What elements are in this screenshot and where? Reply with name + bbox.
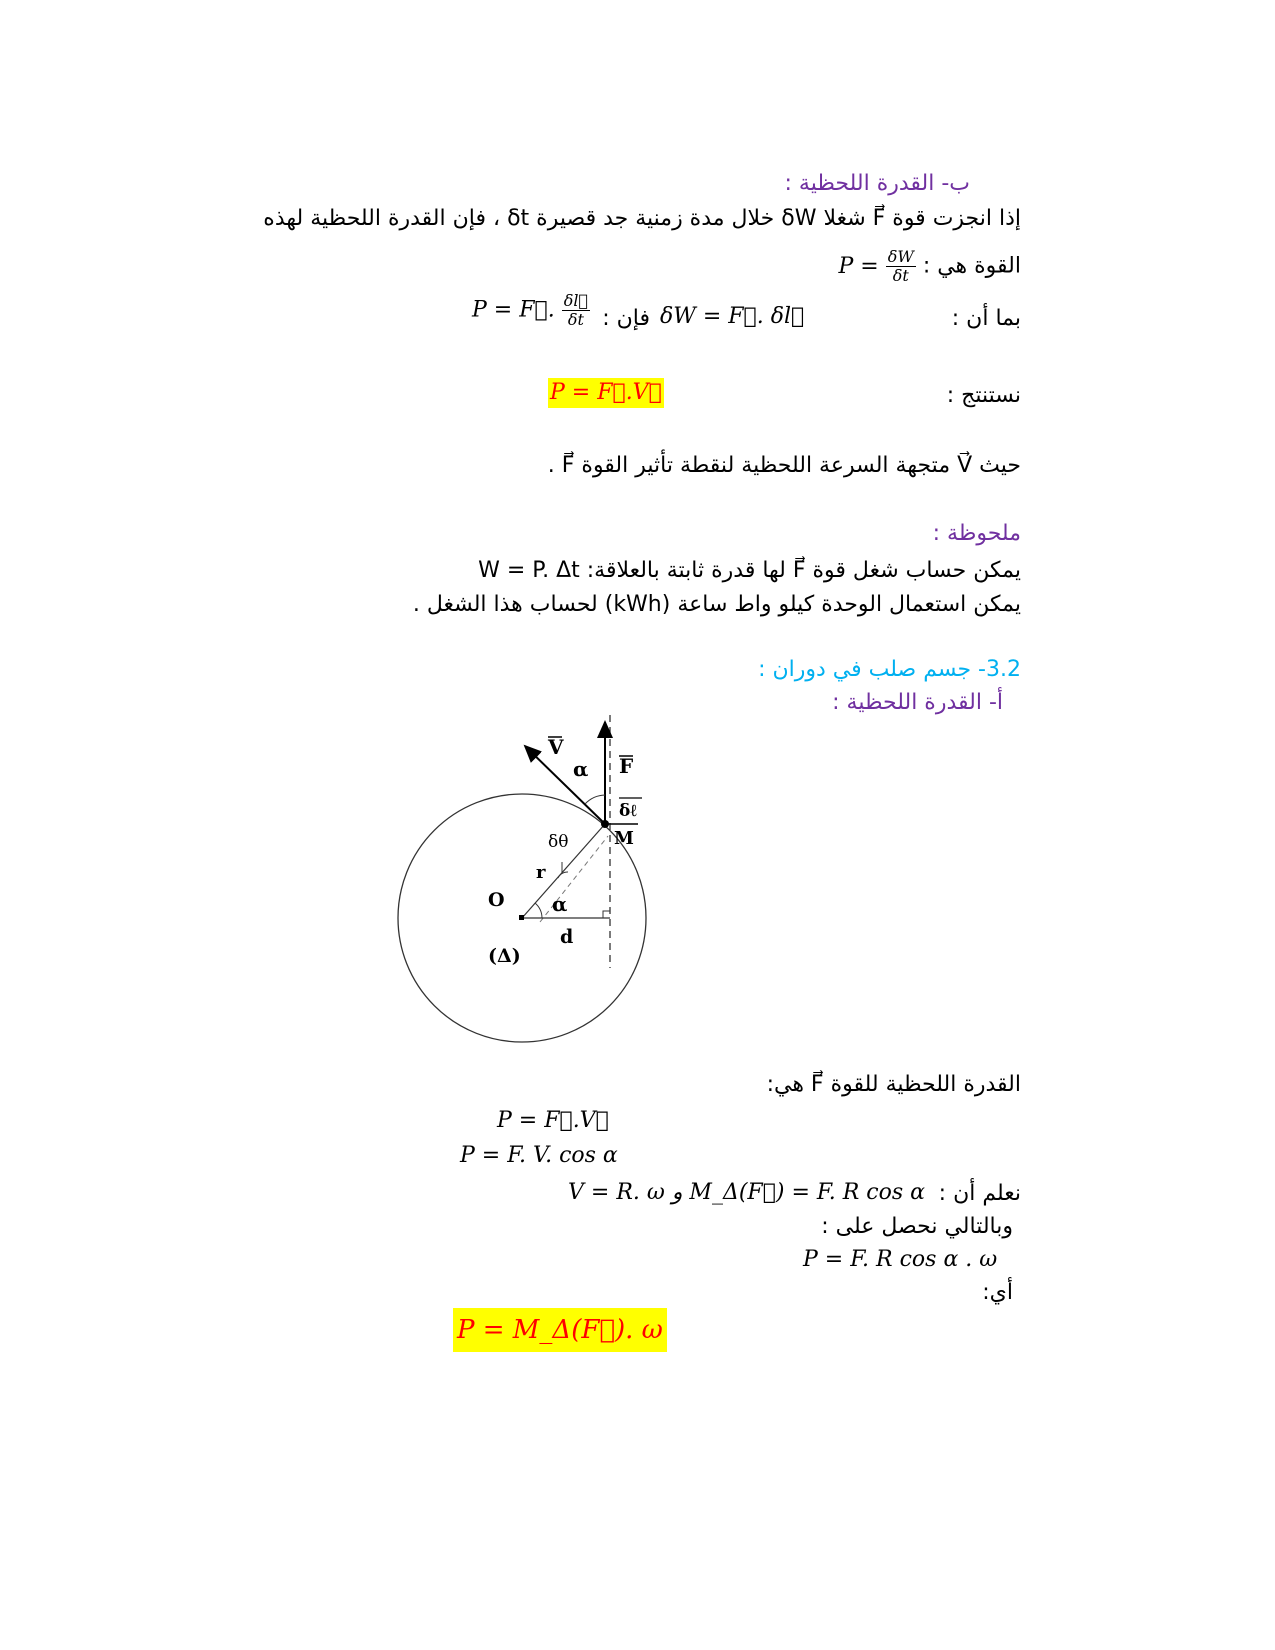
- know-label: نعلم أن :: [938, 1181, 1021, 1206]
- label-d: d: [560, 926, 574, 948]
- final-power-formula-highlight: P = M_Δ(F⃗). ω: [453, 1308, 667, 1352]
- label-M: M: [614, 828, 634, 849]
- note-line-1: يمكن حساب شغل قوة F⃗ لها قدرة ثابتة بالعلاقة: W = P. Δt: [478, 558, 1021, 583]
- label-alpha-bottom: α: [552, 892, 568, 916]
- right-angle-mark: [603, 911, 610, 918]
- definition-line-2: [839, 248, 1022, 285]
- equation-2: P = F. V. cos α: [460, 1143, 618, 1168]
- velocity-vector: [525, 746, 605, 824]
- equation-1: P = F⃗.V⃗: [497, 1108, 609, 1133]
- then-label: فإن :: [602, 306, 650, 331]
- power-formula-dl: P = F⃗. $\frac{\delta l⃗}{\delta t}$: [472, 291, 589, 329]
- label-V: V: [548, 735, 564, 759]
- label-alpha-top: α: [573, 757, 589, 781]
- know-formula: V = R. ω و M_Δ(F⃗) = F. R cos α: [568, 1180, 925, 1205]
- dtheta-arc: [558, 872, 568, 878]
- note-heading: ملحوظة :: [932, 521, 1021, 546]
- definition-line: إذا انجزت قوة F⃗ شغلا δW خلال مدة زمنية جد قصيرة δt ، فإن القدرة اللحظية لهذه: [263, 206, 1021, 231]
- thus-label: وبالتالي نحصل على :: [821, 1214, 1013, 1239]
- point-M: [601, 820, 609, 828]
- power-result-highlight: P = F⃗.V⃗: [548, 378, 664, 408]
- label-dtheta: δθ: [548, 832, 569, 852]
- power-definition-formula: P = $\frac{\delta W}{\delta t}$: [838, 247, 914, 285]
- note-line-2: يمكن استعمال الوحدة كيلو واط ساعة (kWh) لحساب هذا الشغل .: [412, 592, 1021, 617]
- label-r: r: [536, 862, 546, 883]
- section-heading-rotation: 3.2- جسم صلب في دوران :: [758, 657, 1021, 682]
- label-F: F: [619, 754, 634, 778]
- point-O: [519, 915, 524, 920]
- conclude-label: نستنتج :: [946, 383, 1021, 408]
- subsection-heading-instant-power: أ- القدرة اللحظية :: [832, 690, 1003, 715]
- label-dl: δℓ: [619, 801, 637, 821]
- alpha-arc-top: [585, 795, 605, 804]
- label-O: O: [488, 889, 505, 911]
- section-heading-instant-power: ب- القدرة اللحظية :: [784, 171, 970, 196]
- where-line: حيث V⃗ متجهة السرعة اللحظية لنقطة تأثير القوة F⃗ .: [547, 453, 1021, 478]
- definition-text: القوة هي :: [922, 253, 1021, 279]
- work-formula: δW = F⃗. δl⃗: [660, 304, 805, 329]
- label-axis-delta: (Δ): [488, 945, 521, 967]
- rotation-power-line: القدرة اللحظية للقوة F⃗ هي:: [766, 1072, 1021, 1097]
- alpha-arc-bottom: [535, 903, 542, 918]
- equation-3: P = F. R cos α . ω: [803, 1247, 998, 1272]
- since-label: بما أن :: [951, 306, 1021, 331]
- ie-label: أي:: [982, 1280, 1013, 1305]
- rotation-force-diagram: [390, 710, 670, 1060]
